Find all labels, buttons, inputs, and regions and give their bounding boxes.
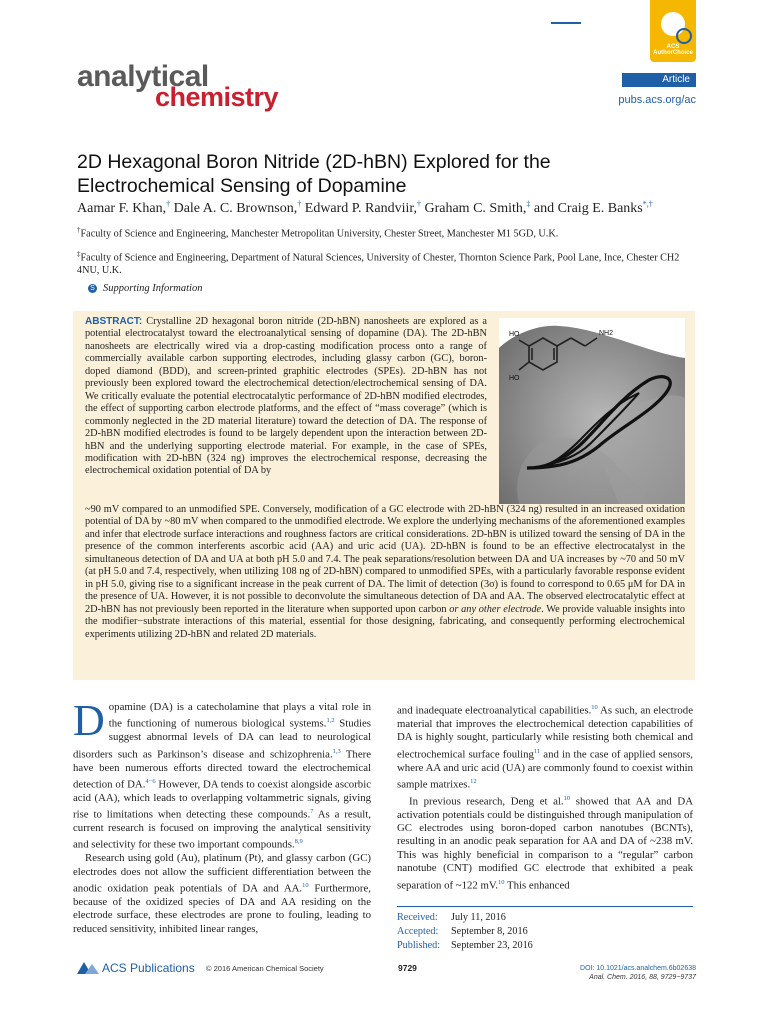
journal-citation: Anal. Chem. 2016, 88, 9729−9737: [589, 974, 696, 981]
supporting-information-link[interactable]: S Supporting Information: [88, 283, 202, 294]
supporting-info-icon: S: [88, 284, 97, 293]
intro-paragraph-3: and inadequate electroanalytical capabilities.$^{10}$ As such, an electrode material that improves the electrochemical detection capabilities of DA is highly sought, particularly while resisting both chemical and electrochemical surface fouling$^{11}$ and in the case of applied sensors, where AA and uric acid (UA) are commonly found to coexist within sample matrixes.$^{12}$: [397, 704, 693, 791]
author-3[interactable]: Edward P. Randviir,†: [304, 199, 421, 216]
acs-authorchoice-badge[interactable]: [650, 0, 696, 62]
publication-dates: [397, 906, 693, 953]
author-1[interactable]: Aamar F. Khan,†: [77, 199, 171, 216]
author-4[interactable]: Graham C. Smith,‡: [424, 199, 531, 216]
intro-paragraph-1: Dopamine (DA) is a catecholamine that plays a vital role in the functioning of numerous biological systems.$^{1,2}$ Studies suggest abnormal levels of DA can lead to neurological disorders such as Parkinson’s disease and schizophrenia.$^{1,3}$ There have been numerous efforts directed toward the electrochemical detection of DA.$^{4-6}$ However, DA tends to coexist alongside ascorbic acid (AA), which leads to overlapping voltammetric signals, giving rise to limitations when detecting these compounds.$^7$ As a result, current research is focused on improving the analytical sensitivity and selectivity for these two important compounds.$^{8,9}$: [73, 696, 372, 852]
authorchoice-label: ACS AuthorChoice: [653, 44, 693, 56]
date-published: Published: September 23, 2016: [397, 940, 533, 951]
date-accepted: Accepted: September 8, 2016: [397, 926, 528, 937]
intro-paragraph-2: Research using gold (Au), platinum (Pt), and glassy carbon (GC) electrodes does not allow the sufficient differentiation between the anodic oxidation peak potentials of DA and AA.$^{10}$ Furthermore, because of the oxidized species of DA and AA residing on the electrode surface, these electrodes are prone to fouling, leading to reduced sensitivity, inhibited linear ranges,: [73, 852, 371, 935]
body-column-left: [73, 696, 372, 936]
copyright: © 2016 American Chemical Society: [206, 964, 324, 973]
author-2[interactable]: Dale A. C. Brownson,†: [173, 199, 302, 216]
page-number: 9729: [398, 963, 417, 973]
abstract-label: ABSTRACT:: [85, 316, 143, 327]
author-5[interactable]: and Craig E. Banks*,†: [533, 199, 653, 216]
author-list: [77, 199, 717, 217]
intro-paragraph-4: In previous research, Deng et al.$^{10}$ showed that AA and DA activation potentials could be distinguished through manipulation of GC electrodes using boron-doped carbon nanotubes (BCNTs), resulting in an anodic peak separation for AA and DA of ~238 mV. This was highly beneficial in comparison to a “regular” carbon nanotube (CNT) modified GC electrode that exhibited a peak separation of ~122 mV.$^{10}$ This enhanced: [397, 794, 693, 892]
affiliation-2: ‡Faculty of Science and Engineering, Department of Natural Sciences, University of Chester, Thornton Science Park, Pool Lane, Ince, Chester CH2 4NU, U.K.: [77, 250, 680, 277]
journal-logo-bottom: chemistry: [155, 82, 279, 112]
doi-citation: [540, 964, 696, 982]
toc-label-nh2: NH2: [599, 330, 614, 337]
drop-cap: D: [73, 696, 105, 745]
abstract-text-upper: ABSTRACT: Crystalline 2D hexagonal boron nitride (2D-hBN) nanosheets are explored as a potential electrocatalyst toward the electroanalytical sensing of dopamine (DA). The 2D-hBN nanosheets are electrically wired via a drop-casting modification process onto a range of commercially available carbon supporting electrodes, including glassy carbon (GC), boron-doped diamond (BDD), and screen-printed graphitic electrodes (SPEs). 2D-hBN has not previously been explored toward the electrochemical detection/electrochemical sensing of DA. We critically evaluate the potential electrocatalytic performance of 2D-hBN modified electrodes, the effect of supporting carbon electrode platforms, and the effect of “mass coverage” (which is commonly neglected in the 2D material literature) toward the detection of DA. The response of 2D-hBN modified electrodes is found to be largely dependent upon the interaction between 2D-hBN and the underlying supporting electrode material. For example, in the case of SPEs, modification with 2D-hBN (324 ng) improves the electrochemical response, decreasing the electrochemical oxidation potential of DA by: [85, 316, 487, 477]
journal-logo[interactable]: [77, 60, 297, 110]
acs-logo-icon: [77, 960, 99, 974]
toc-label-ho-1: HO: [509, 331, 520, 338]
article-title: 2D Hexagonal Boron Nitride (2D-hBN) Explored for the Electrochemical Sensing of Dopamine: [77, 151, 551, 197]
journal-url-link[interactable]: pubs.acs.org/ac: [618, 94, 696, 106]
header-rule: [551, 22, 581, 24]
toc-cyclic-voltammogram: [499, 318, 685, 504]
toc-label-ho-2: HO: [509, 375, 520, 382]
authorchoice-icon: [661, 12, 685, 36]
abstract-text-lower: ~90 mV compared to an unmodified SPE. Conversely, modification of a GC electrode with 2D-hBN (324 ng) resulted in an increased oxidation potential of DA by ~80 mV when compared to the unmodified electrode. We explore the underlying mechanisms of the aforementioned examples and infer that electrode surface interactions and roughness factors are critical considerations. 2D-hBN is utilized toward the sensing of DA in the presence of the common interferents ascorbic acid (AA) and uric acid (UA). 2D-hBN is found to be an effective electrocatalyst in the simultaneous detection of DA and UA at both pH 5.0 and 7.4. The peak separations/resolution between DA and UA increases by ~70 and 50 mV (at pH 5.0 and 7.4, respectively, when utilizing 108 ng of 2D-hBN) compared to unmodified SPEs, with a particularly favorable response evident in pH 5.0, giving rise to a significant increase in the peak current of DA. The limit of detection (3σ) is found to correspond to 0.65 μM for DA in the presence of UA. However, it is not possible to deconvolute the simultaneous detection of DA and AA. The observed electrocatalytic effect at 2D-hBN has not previously been reported in the literature when supported upon carbon or any other electrode. We provide valuable insights into the modifier−substrate interactions of this material, essential for those designing, fabricating, and consequently performing electrochemical experiments utilizing 2D-hBN and related 2D materials.: [85, 504, 685, 640]
body-column-right: [397, 701, 693, 892]
journal-logo-top: analytical: [77, 60, 209, 93]
affiliation-1: †Faculty of Science and Engineering, Manchester Metropolitan University, Chester Street, Manchester M1 5GD, U.K.: [77, 226, 559, 240]
doi-link[interactable]: DOI: 10.1021/acs.analchem.6b02638: [580, 965, 696, 972]
acs-publications-logo[interactable]: ACS Publications: [77, 960, 195, 975]
article-type-bar: Article: [622, 73, 696, 87]
date-received: Received: July 11, 2016: [397, 912, 506, 923]
toc-graphic: [499, 318, 685, 504]
